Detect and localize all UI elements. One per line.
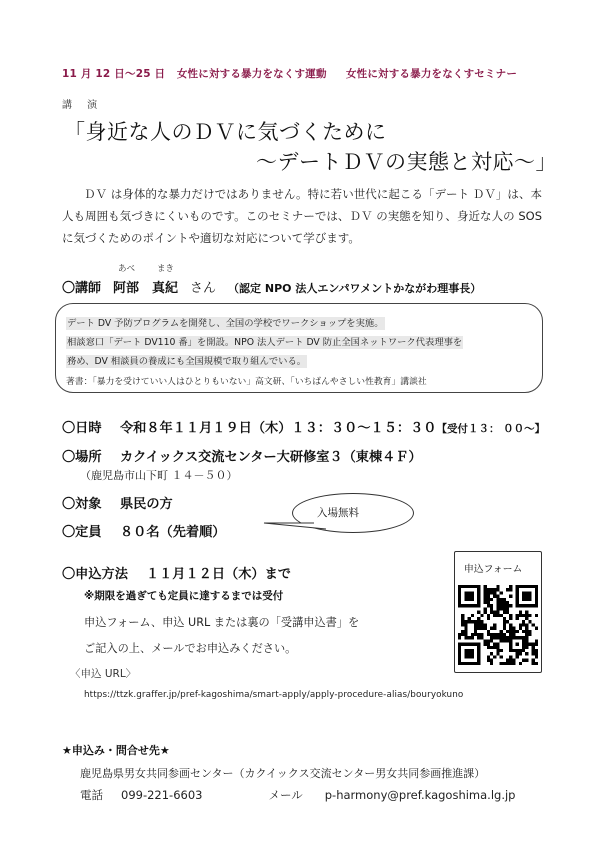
- lecturer-row: [62, 277, 481, 296]
- contact-organization: 鹿児島県男女共同参画センター（カクイックス交流センター男女共同参画推進課）: [80, 767, 486, 780]
- datetime-label: 〇日時: [62, 421, 102, 436]
- contact-row: [80, 787, 515, 803]
- lecture-label: 講 演: [62, 100, 104, 111]
- contact-heading: ★申込み・問合せ先★: [62, 744, 170, 757]
- bio-line: 相談窓口「デート DV110 番」を開設。NPO 法人デート DV 防止全国ネットワーク代表理事を: [67, 337, 463, 348]
- venue-address: （鹿児島市山下町 １４－５０）: [80, 469, 238, 482]
- form-label: 申込フォーム: [464, 564, 523, 575]
- bio-books: 著書：「暴力を受けていい人はひとりもいない」高文研、「いちばんやさしい性教育」講談社: [66, 377, 427, 387]
- capacity-label: 〇定員: [62, 525, 102, 540]
- venue-label: 〇場所: [62, 450, 102, 465]
- application-deadline: １１月１２日（木）まで: [145, 567, 291, 582]
- capacity-value: ８０名（先着順）: [120, 525, 226, 540]
- admission-free-text: 入場無料: [317, 507, 359, 519]
- title-line-2: ～デートＤＶの実態と対応～」: [256, 150, 557, 174]
- bio-line: 務め、DV 相談員の養成にも全国規模で取り組んでいる。: [67, 356, 307, 367]
- mail-address[interactable]: p-harmony@pref.kagoshima.lg.jp: [324, 788, 516, 802]
- application-instructions-2: ご記入の上、メールでお申込みください。: [84, 642, 297, 655]
- lecturer-honorific: さん: [190, 281, 217, 296]
- event-period: 11 月 12 日～25 日: [62, 68, 166, 80]
- venue-row: [62, 446, 422, 465]
- event-header: [62, 66, 517, 81]
- tel-number[interactable]: 099-221-6603: [121, 788, 203, 802]
- datetime-value: 令和８年１１月１９日（木）１３：３０～１５：３０: [120, 421, 437, 436]
- target-value: 県民の方: [120, 497, 173, 512]
- ruby-family-name: あべ: [118, 264, 136, 274]
- capacity-row: [62, 521, 226, 540]
- application-note: ※期限を過ぎても定員に達するまでは受付: [84, 590, 284, 602]
- datetime-row: [62, 417, 545, 436]
- qr-code-icon[interactable]: [458, 585, 538, 665]
- title-line-1: 「身近な人のＤＶに気づくために: [64, 120, 387, 144]
- description: ＤＶ は身体的な暴力だけではありません。特に若い世代に起こる「デート ＤＶ」は、本人も周囲も気づきにくいものです。このセミナーでは、ＤＶ の実態を知り、身近な人の SOS に気づくためのポイントや適切な対応について学びます。: [62, 187, 542, 245]
- lecturer-label: 〇講師: [62, 281, 102, 296]
- lecturer-name: 阿部 真紀: [113, 281, 179, 296]
- url-label: 〈申込 URL〉: [70, 668, 137, 680]
- venue-value: カクイックス交流センター大研修室３（東棟４Ｆ）: [120, 450, 422, 465]
- mail-label: メール: [268, 788, 303, 802]
- ruby-given-name: まき: [157, 264, 175, 274]
- reception-note: 【受付１３： ００～】: [436, 423, 546, 435]
- campaign-name: 女性に対する暴力をなくす運動: [176, 68, 327, 80]
- application-row: [62, 563, 291, 582]
- application-label: 〇申込方法: [62, 567, 128, 582]
- target-label: 〇対象: [62, 497, 102, 512]
- application-instructions-1: 申込フォーム、申込 URL または裏の「受講申込書」を: [84, 616, 360, 629]
- tel-label: 電話: [80, 788, 103, 802]
- target-row: [62, 493, 173, 512]
- application-url[interactable]: https://ttzk.graffer.jp/pref-kagoshima/smart-apply/apply-procedure-alias/bouryokuno: [84, 690, 464, 700]
- seminar-name: 女性に対する暴力をなくすセミナー: [345, 68, 518, 80]
- bio-line: デート DV 予防プログラムを開発し、全国の学校でワークショップを実施。: [67, 318, 384, 329]
- lecturer-affiliation: （認定 NPO 法人エンパワメントかながわ理事長）: [228, 282, 482, 295]
